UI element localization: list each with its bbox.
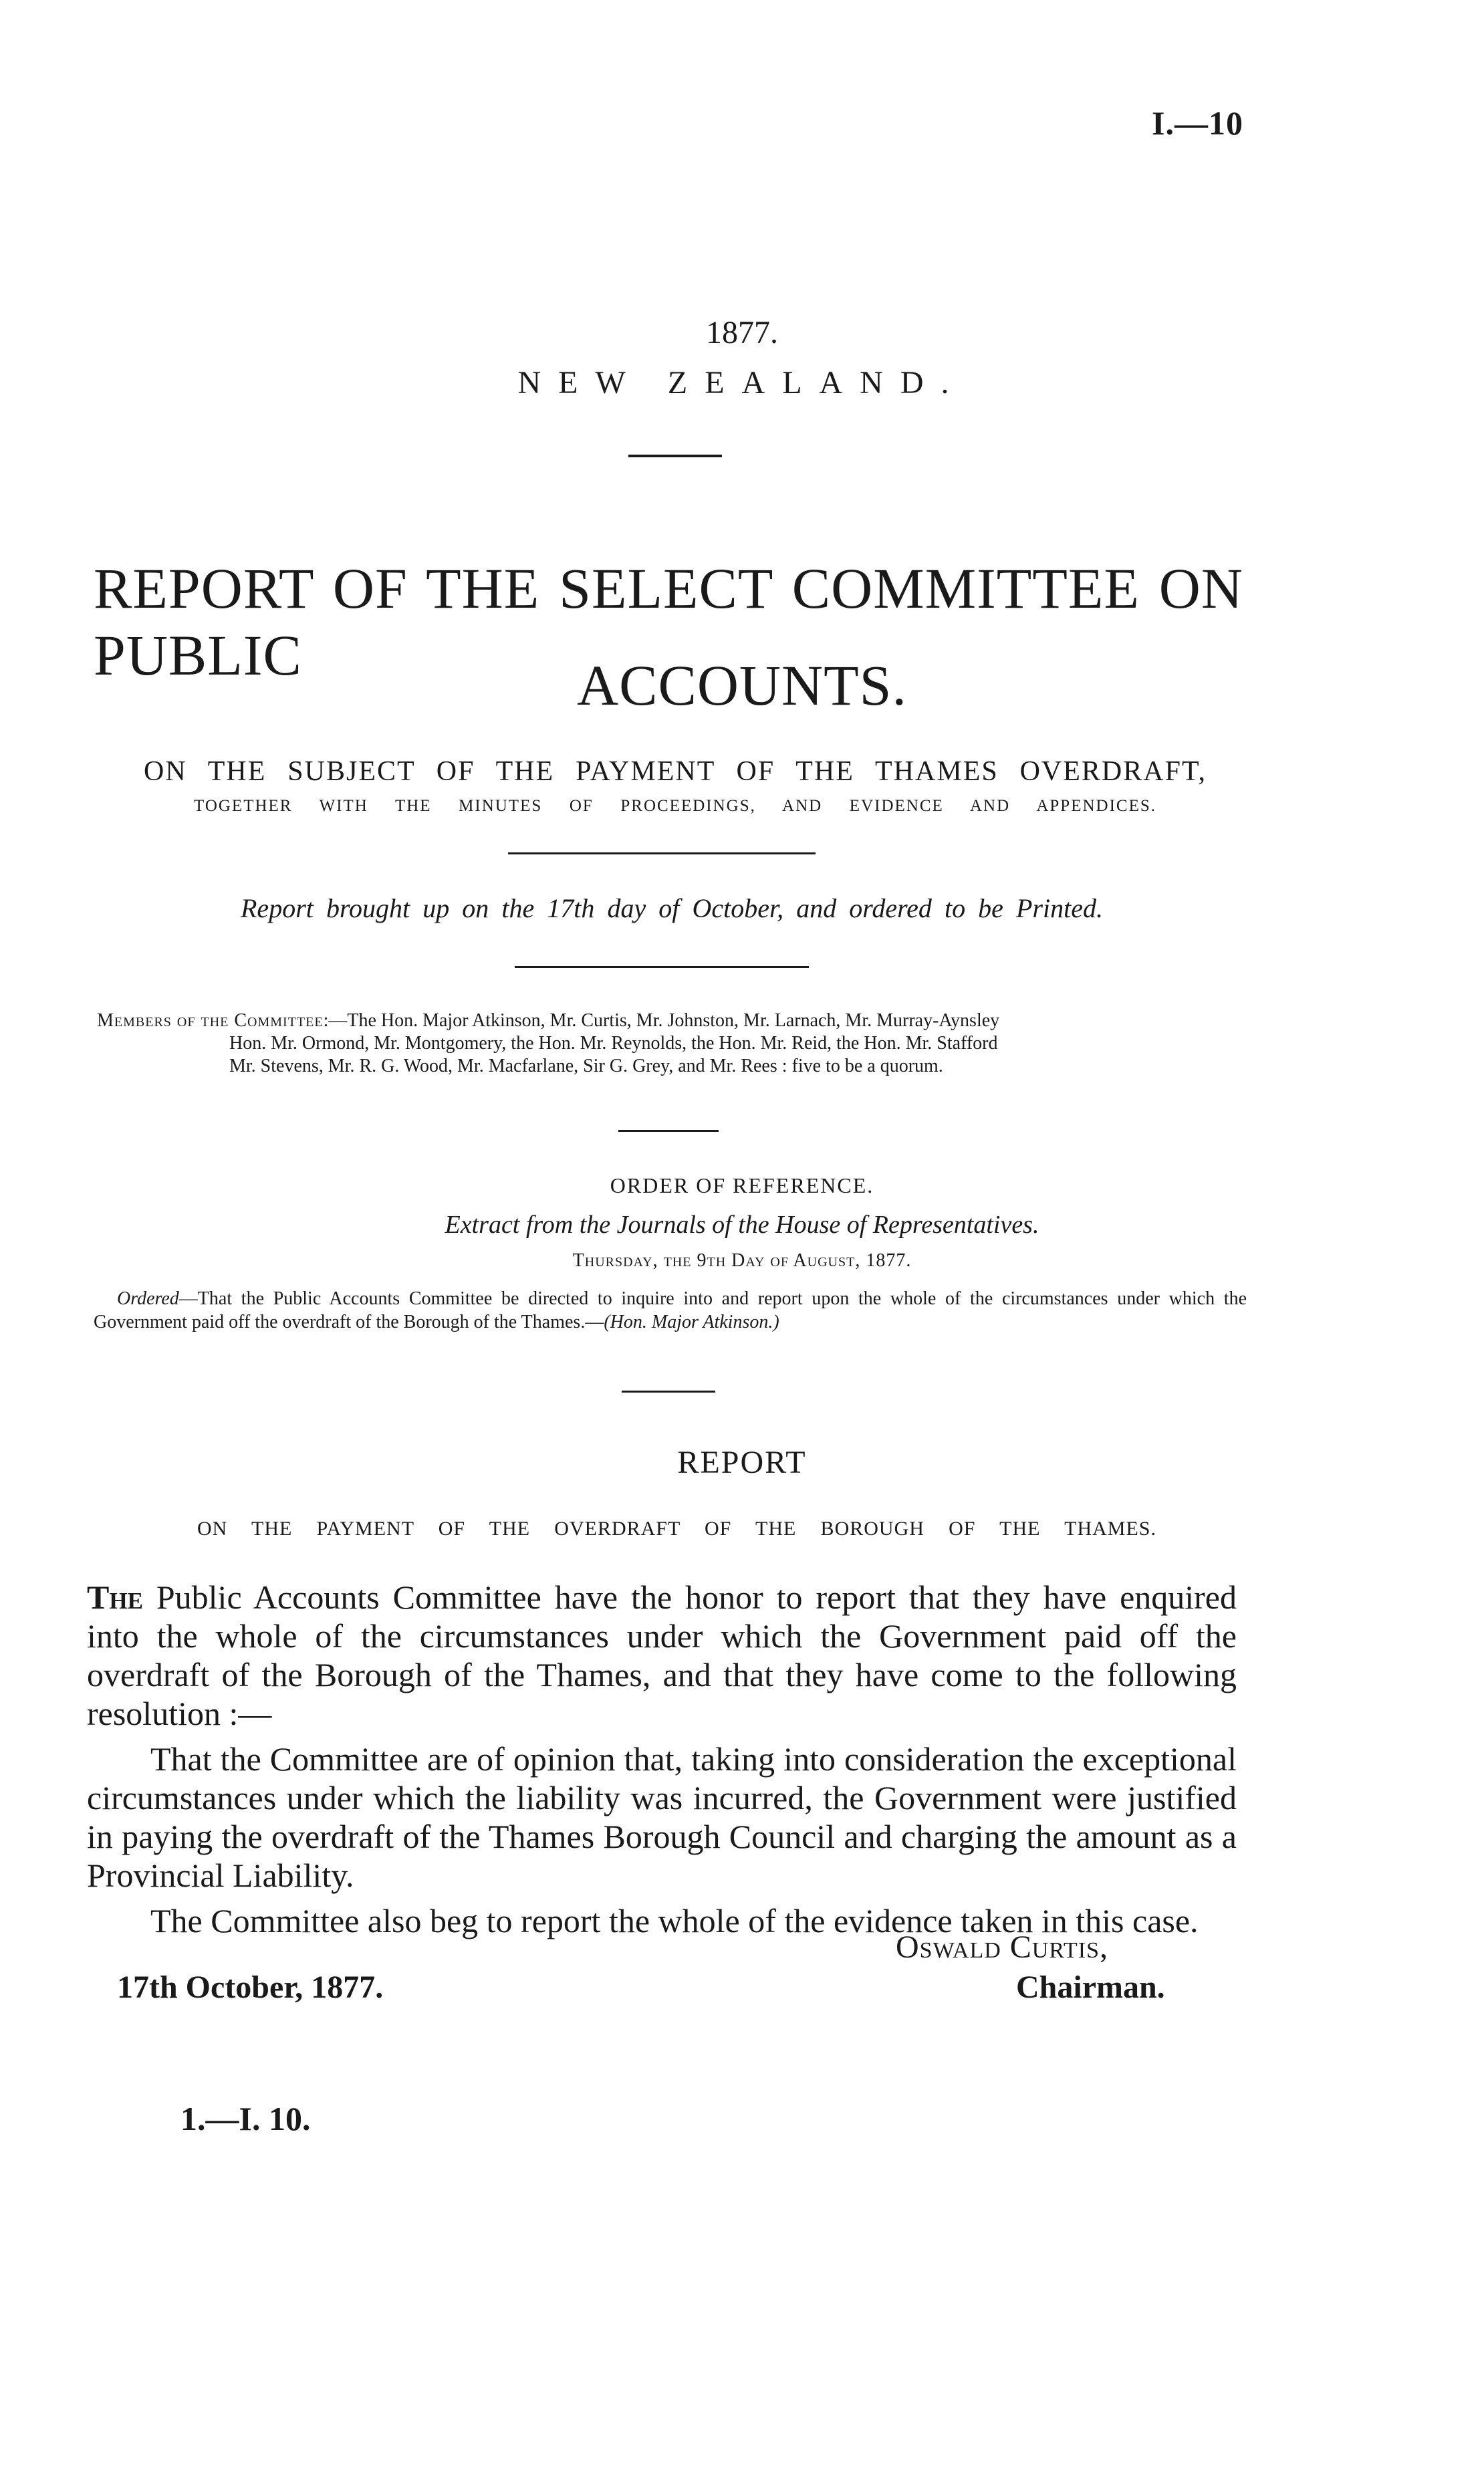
order-mover: (Hon. Major Atkinson.) <box>604 1312 779 1332</box>
members-label: Members of the Committee <box>97 1010 324 1031</box>
members-line-3: Mr. Stevens, Mr. R. G. Wood, Mr. Macfarlane, Sir G. Grey, and Mr. Rees : five to be a quorum. <box>229 1056 943 1076</box>
subject-line-1: ON THE SUBJECT OF THE PAYMENT OF THE THAMES OVERDRAFT, <box>144 756 1207 787</box>
page-reference: I.—10 <box>1152 104 1243 142</box>
report-paragraph-1 <box>87 1578 1237 1733</box>
members-line-1: :—The Hon. Major Atkinson, Mr. Curtis, Mr. Johnston, Mr. Larnach, Mr. Murray-Aynsley <box>323 1010 1000 1031</box>
journal-extract-line: Extract from the Journals of the House of Representatives. <box>445 1211 1039 1239</box>
report-subheading: ON THE PAYMENT OF THE OVERDRAFT OF THE BOROUGH OF THE THAMES. <box>197 1518 1156 1540</box>
footer-reference: 1.—I. 10. <box>180 2100 311 2137</box>
report-paragraph-3: The Committee also beg to report the whole of the evidence taken in this case. <box>150 1902 1199 1939</box>
ordered-body: —That the Public Accounts Committee be directed to inquire into and report upon the whole of the circumstances under which the Government paid off the overdraft of the Borough of the Thames.— <box>94 1288 1247 1332</box>
divider-rule <box>515 966 809 968</box>
report-date: 17th October, 1877. <box>117 1970 384 2005</box>
divider-rule <box>628 455 722 457</box>
report-brought-up-note: Report brought up on the 17th day of October, and ordered to be Printed. <box>241 893 1103 923</box>
committee-members <box>97 1010 1247 1078</box>
subject-line-2: TOGETHER WITH THE MINUTES OF PROCEEDINGS, AND EVIDENCE AND APPENDICES. <box>194 797 1156 815</box>
chairman-name: Oswald Curtis, <box>896 1929 1108 1965</box>
order-of-reference-heading: ORDER OF REFERENCE. <box>610 1173 874 1197</box>
document-title-line-1: REPORT OF THE SELECT COMMITTEE ON PUBLIC <box>94 556 1243 687</box>
members-line-2: Hon. Mr. Ormond, Mr. Montgomery, the Hon. Mr. Reynolds, the Hon. Mr. Reid, the Hon. Mr. Stafford <box>229 1033 998 1054</box>
divider-rule <box>508 852 816 854</box>
report-lead-word: The <box>87 1578 143 1616</box>
ordered-label: Ordered <box>117 1288 179 1309</box>
order-text <box>94 1287 1247 1334</box>
divider-rule <box>618 1130 719 1132</box>
divider-rule <box>622 1391 715 1393</box>
year: 1877. <box>706 315 778 350</box>
chairman-title: Chairman. <box>1016 1970 1165 2005</box>
report-paragraph-2: That the Committee are of opinion that, taking into consideration the exceptional circumstances under which the liability was incurred, the Government were justified in paying the overdraft of the Thames Borough Council and charging the amount as a Provincial Liability. <box>87 1740 1237 1894</box>
document-title-line-2: ACCOUNTS. <box>576 653 907 717</box>
report-paragraph-1-text: Public Accounts Committee have the honor to report that they have enquired into the whole of the circumstances under which the Government paid off the overdraft of the Borough of the Thames, and that they have come to the following resolution :— <box>87 1578 1237 1732</box>
country-heading: NEW ZEALAND. <box>517 365 967 400</box>
report-body <box>87 1578 1237 1940</box>
report-heading: REPORT <box>677 1445 807 1480</box>
order-date: Thursday, the 9th Day of August, 1877. <box>572 1250 912 1271</box>
